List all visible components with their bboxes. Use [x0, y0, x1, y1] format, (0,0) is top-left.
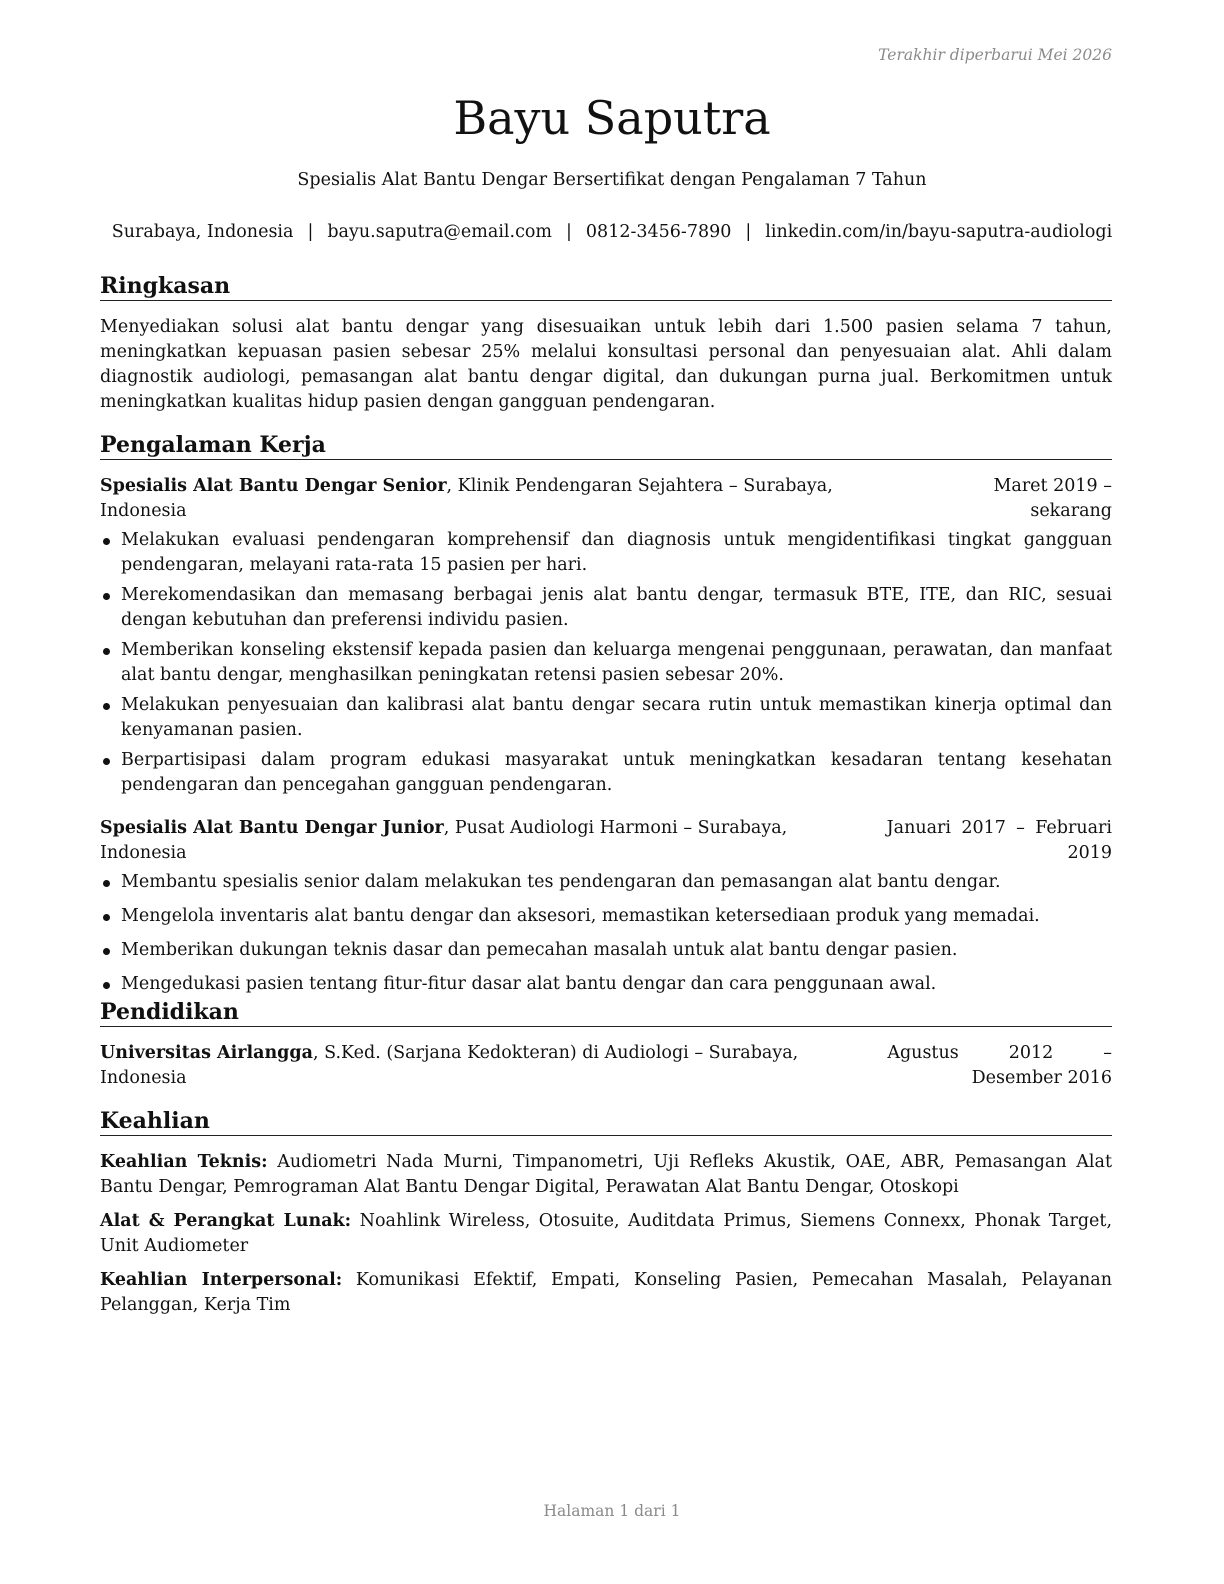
- section-title-education: Pendidikan: [100, 998, 1112, 1027]
- education-school: Universitas Airlangga: [100, 1043, 313, 1063]
- list-item: Mengelola inventaris alat bantu dengar dan aksesori, memastikan ketersediaan produk yang memadai.: [100, 904, 1112, 929]
- contact-phone: 0812-3456-7890: [585, 222, 732, 242]
- list-item: Melakukan evaluasi pendengaran komprehensif dan diagnosis untuk mengidentifikasi tingkat gangguan pendengaran, melayani rata-rata 15 pasien per hari.: [100, 528, 1112, 578]
- skills-section: [100, 1107, 1112, 1327]
- contact-linkedin[interactable]: linkedin.com/in/bayu-saputra-audiologi: [765, 222, 1113, 242]
- skill-text: Audiometri Nada Murni, Timpanometri, Uji Refleks Akustik, OAE, ABR, Pemasangan Alat Bantu Dengar, Pemrograman Alat Bantu Dengar Digital, Perawatan Alat Bantu Dengar, Otoskopi: [100, 1152, 1112, 1197]
- job-role: Spesialis Alat Bantu Dengar Junior: [100, 818, 444, 838]
- experience-section: [100, 431, 1112, 1006]
- job-date: Maret 2019 – sekarang: [993, 476, 1112, 521]
- section-title-summary: Ringkasan: [100, 272, 1112, 301]
- job-org: , Klinik Pendengaran Sejahtera – Surabaya, Indonesia: [100, 476, 833, 521]
- list-item: Membantu spesialis senior dalam melakukan tes pendengaran dan pemasangan alat bantu dengar.: [100, 870, 1112, 895]
- list-item: Mengedukasi pasien tentang fitur-fitur dasar alat bantu dengar dan cara penggunaan awal.: [100, 972, 1112, 997]
- job-bullets: [100, 528, 1112, 798]
- skill-item: [100, 1150, 1112, 1200]
- candidate-name: Bayu Saputra: [453, 91, 771, 145]
- skill-label: Alat & Perangkat Lunak:: [100, 1211, 352, 1231]
- job-date: Januari 2017 – Februari 2019: [886, 818, 1112, 863]
- job-title-line: [100, 816, 851, 866]
- list-item: Merekomendasikan dan memasang berbagai jenis alat bantu dengar, termasuk BTE, ITE, dan RIC, sesuai dengan kebutuhan dan preferensi individu pasien.: [100, 583, 1112, 633]
- job-title-line: [100, 474, 886, 524]
- education-section: [100, 998, 1112, 1091]
- contact-email[interactable]: bayu.saputra@email.com: [327, 222, 553, 242]
- skill-text: Komunikasi Efektif, Empati, Konseling Pasien, Pemecahan Masalah, Pelayanan Pelanggan, Kerja Tim: [100, 1270, 1113, 1315]
- list-item: Melakukan penyesuaian dan kalibrasi alat bantu dengar secara rutin untuk memastikan kinerja optimal dan kenyamanan pasien.: [100, 693, 1112, 743]
- list-item: Memberikan dukungan teknis dasar dan pemecahan masalah untuk alat bantu dengar pasien.: [100, 938, 1112, 963]
- skill-item: [100, 1209, 1112, 1259]
- education-line: [100, 1041, 865, 1091]
- job-entry: [100, 816, 1112, 997]
- job-header: [100, 816, 1112, 866]
- education-degree: , S.Ked. (Sarjana Kedokteran) di Audiologi – Surabaya, Indonesia: [100, 1043, 799, 1088]
- education-date: Agustus 2012 – Desember 2016: [887, 1043, 1112, 1088]
- contact-separator: |: [745, 222, 752, 242]
- job-entry: [100, 474, 1112, 798]
- candidate-tagline: Spesialis Alat Bantu Dengar Bersertifikat dengan Pengalaman 7 Tahun: [297, 170, 927, 190]
- contact-separator: |: [566, 222, 572, 242]
- contact-separator: |: [307, 222, 314, 242]
- summary-section: [100, 272, 1112, 415]
- contact-location: Surabaya, Indonesia: [111, 222, 294, 242]
- skill-text: Noahlink Wireless, Otosuite, Auditdata Primus, Siemens Connexx, Phonak Target, Unit Audiometer: [100, 1211, 1113, 1256]
- list-item: Berpartisipasi dalam program edukasi masyarakat untuk meningkatkan kesadaran tentang kesehatan pendengaran dan pencegahan gangguan pendengaran.: [100, 748, 1112, 798]
- job-bullets: [100, 870, 1112, 997]
- skills-list: [100, 1150, 1112, 1318]
- job-role: Spesialis Alat Bantu Dengar Senior: [100, 476, 447, 496]
- section-title-skills: Keahlian: [100, 1107, 1112, 1136]
- skill-label: Keahlian Teknis:: [100, 1152, 268, 1172]
- section-title-experience: Pengalaman Kerja: [100, 431, 1112, 460]
- skill-item: [100, 1268, 1112, 1318]
- job-org: , Pusat Audiologi Harmoni – Surabaya, Indonesia: [100, 818, 788, 863]
- summary-text: Menyediakan solusi alat bantu dengar yang disesuaikan untuk lebih dari 1.500 pasien selama 7 tahun, meningkatkan kepuasan pasien sebesar 25% melalui konsultasi personal dan penyesuaian alat. Ahli dalam diagnostik audiologi, pemasangan alat bantu dengar digital, dan dukungan purna jual. Berkomitmen untuk meningkatkan kualitas hidup pasien dengan gangguan pendengaran.: [100, 317, 1112, 412]
- last-updated-note: Terakhir diperbarui Mei 2026: [878, 46, 1112, 64]
- page-number: Halaman 1 dari 1: [543, 1502, 681, 1520]
- skill-label: Keahlian Interpersonal:: [100, 1270, 343, 1290]
- contact-line: [0, 220, 1224, 244]
- job-header: [100, 474, 1112, 524]
- list-item: Memberikan konseling ekstensif kepada pasien dan keluarga mengenai penggunaan, perawatan, dan manfaat alat bantu dengar, menghasilkan peningkatan retensi pasien sebesar 20%.: [100, 638, 1112, 688]
- education-entry: [100, 1041, 1112, 1091]
